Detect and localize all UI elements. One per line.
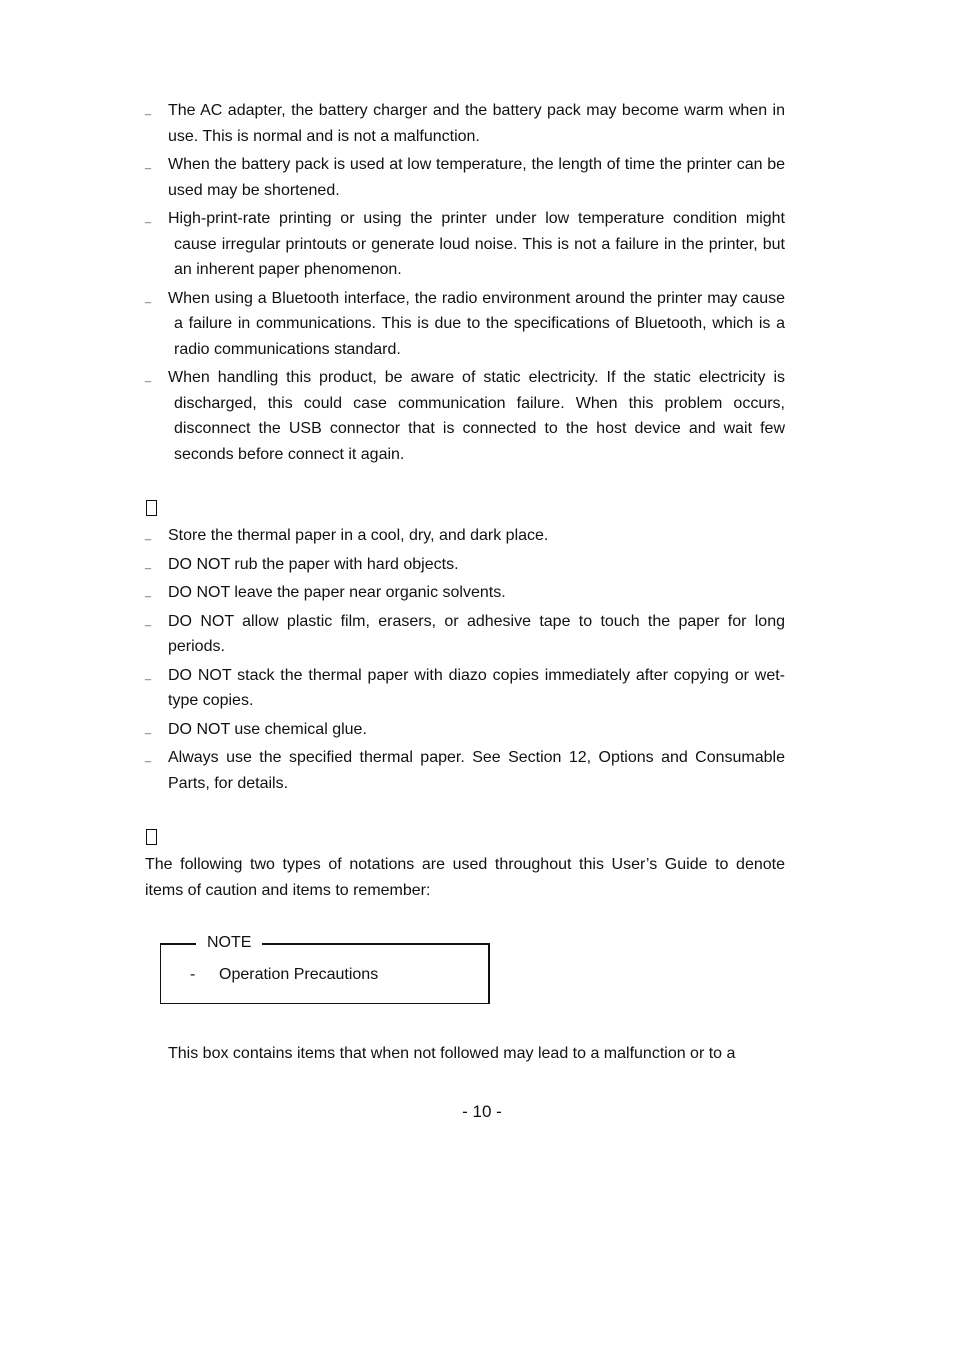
list-item: [145, 98, 785, 149]
list-item-text: High-print-rate printing or using the printer under low temperature condition might cause irregular printouts or generate loud noise. This is not a failure in the printer, but an inherent paper phenomenon.: [168, 210, 785, 278]
bullet-glyph: _: [145, 291, 152, 304]
list-item-text: DO NOT allow plastic film, erasers, or adhesive tape to touch the paper for long periods.: [168, 612, 785, 655]
list-item: [145, 717, 785, 743]
list-item-text: DO NOT rub the paper with hard objects.: [168, 555, 459, 573]
note-box-item: [190, 965, 378, 985]
list-item: [145, 152, 785, 203]
bullet-glyph: _: [145, 529, 152, 541]
bullet-glyph: _: [145, 751, 152, 763]
note-item-dash: -: [190, 966, 196, 983]
list-item: [145, 663, 785, 714]
section-heading-notations: [145, 822, 785, 852]
list-item: [145, 523, 785, 549]
list-item: [145, 206, 785, 283]
list-item: [145, 552, 785, 578]
note-box-title: NOTE: [196, 933, 262, 953]
list-item-text: The AC adapter, the battery charger and the battery pack may become warm when in use. This is normal and is not a malfunction.: [168, 102, 785, 145]
list-item-text: DO NOT stack the thermal paper with diazo copies immediately after copying or wet-type copies.: [168, 666, 785, 709]
list-item-text: When handling this product, be aware of static electricity. If the static electricity is discharged, this could case communication failure. When this problem occurs, disconnect the USB connector that is connected to the host device and wait few seconds before connect it again.: [168, 369, 785, 463]
list-item: [145, 286, 785, 363]
list-item: [145, 609, 785, 660]
bullet-glyph: _: [145, 668, 152, 681]
bullet-glyph: _: [145, 104, 152, 116]
page-number: - 10 -: [462, 1102, 502, 1121]
page-content: [145, 98, 785, 1067]
list-item: [145, 745, 785, 796]
list-item: [145, 365, 785, 467]
notation-intro-paragraph: The following two types of notations are used throughout this User’s Guide to denote items of caution and items to remember:: [145, 856, 785, 899]
bullet-glyph: _: [145, 371, 152, 383]
note-item-text: Operation Precautions: [219, 966, 379, 983]
bullet-glyph: _: [145, 614, 152, 627]
note-box-description: This box contains items that when not followed may lead to a malfunction or to a: [168, 1045, 736, 1062]
list-item-text: When the battery pack is used at low temperature, the length of time the printer can be used may be shortened.: [168, 156, 785, 199]
missing-glyph-box-icon: [146, 829, 157, 845]
section-heading-paper: [145, 493, 785, 523]
bullet-glyph: _: [145, 722, 152, 735]
bullet-glyph: _: [145, 557, 152, 570]
list-item-text: Store the thermal paper in a cool, dry, and dark place.: [168, 527, 549, 544]
usage-notes-list: [145, 98, 785, 467]
paper-handling-list: [145, 523, 785, 796]
list-item-text: DO NOT leave the paper near organic solvents.: [168, 584, 506, 601]
list-item-text: Always use the specified thermal paper. See Section 12, Options and Consumable Parts, for details.: [168, 749, 785, 792]
list-item-text: When using a Bluetooth interface, the radio environment around the printer may cause a failure in communications. This is due to the specifications of Bluetooth, which is a radio communications standard.: [168, 289, 785, 358]
bullet-glyph: _: [145, 158, 152, 170]
list-item-text: DO NOT use chemical glue.: [168, 720, 367, 738]
bullet-glyph: _: [145, 212, 152, 224]
list-item: [145, 580, 785, 606]
missing-glyph-box-icon: [146, 500, 157, 516]
bullet-glyph: _: [145, 586, 152, 598]
note-box: [160, 933, 489, 993]
